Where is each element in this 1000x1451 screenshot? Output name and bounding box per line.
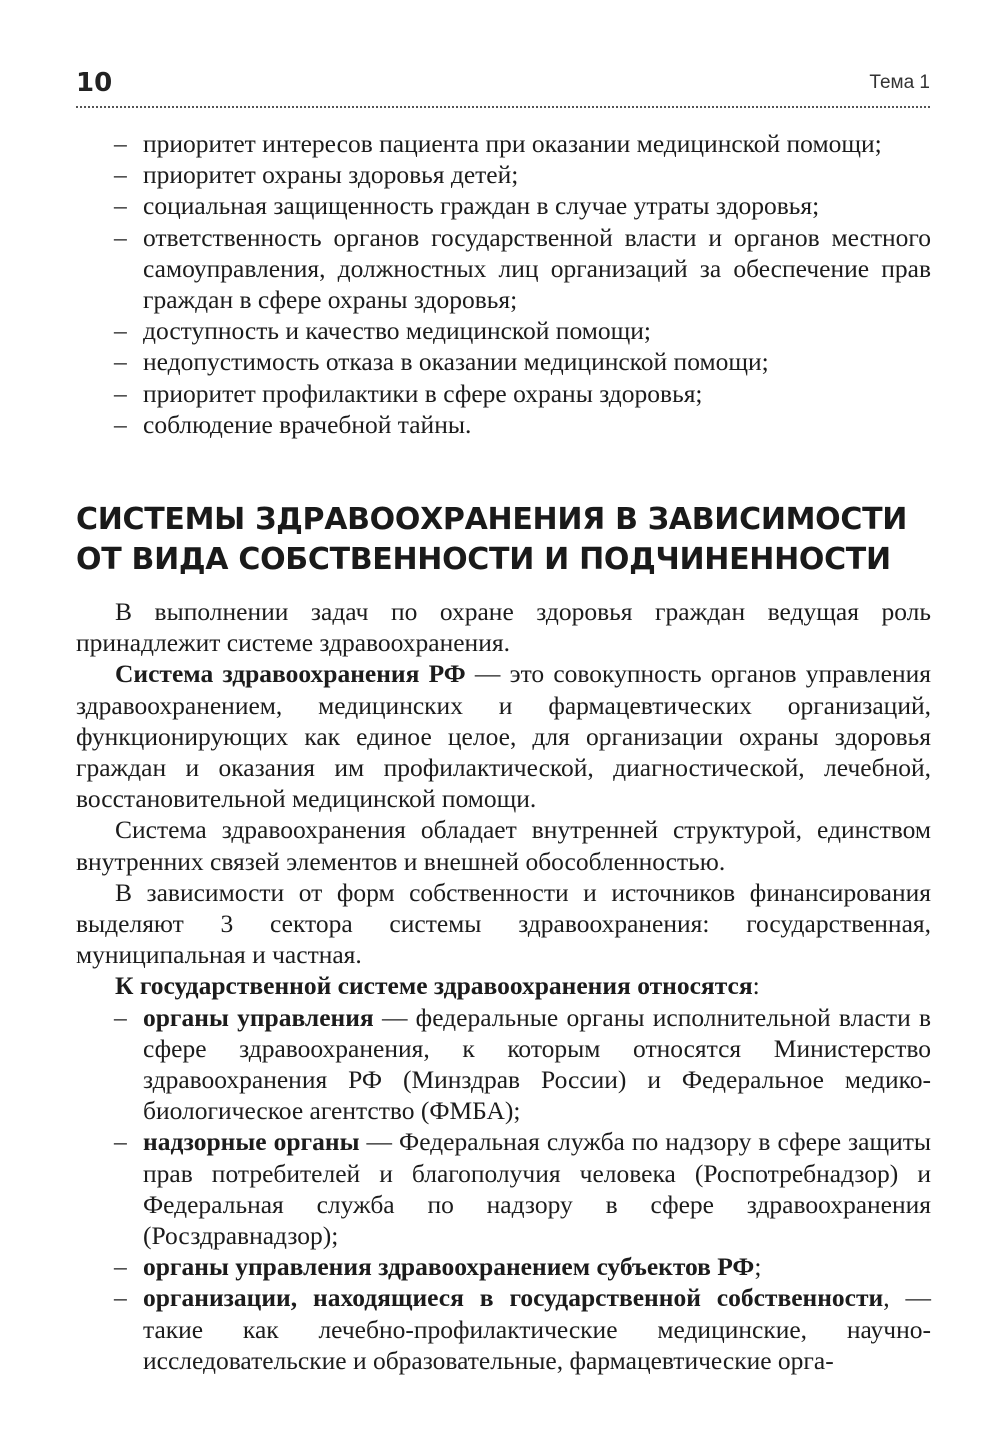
principles-list — [76, 128, 931, 440]
list-item: – соблюдение врачебной тайны. — [114, 409, 472, 439]
dash-bullet: – — [114, 409, 127, 439]
dash-bullet: – — [114, 129, 127, 158]
list-item: – доступность и качество медицинской помощи; — [114, 316, 651, 346]
paragraph: В зависимости от форм собственности и источников финансирования выделяют 3 сектора системы здравоохранения: государственная, муниципальная и частная. — [76, 877, 931, 970]
list-item: – организации, находящиеся в государственной собственности, — такие как лечебно-профилактические медицинские, научно-исследовательские и образовательные, фармацевтические орга- — [114, 1283, 931, 1375]
dash-bullet: – — [114, 1283, 127, 1313]
dash-bullet: – — [114, 316, 127, 346]
list-intro: К государственной системе здравоохранения относятся: — [115, 971, 760, 1001]
list-item: – недопустимость отказа в оказании медицинской помощи; — [114, 347, 769, 377]
section-body — [76, 596, 931, 1376]
paragraph: В выполнении задач по охране здоровья граждан ведущая роль принадлежит системе здравоохранения. — [76, 597, 931, 658]
paragraph: Система здравоохранения обладает внутренней структурой, единством внутренних связей элементов и внешней обособленностью. — [76, 815, 931, 876]
list-item: – приоритет охраны здоровья детей; — [114, 160, 519, 190]
list-item: – органы управления здравоохранением субъектов РФ; — [114, 1252, 762, 1282]
dash-bullet: – — [114, 191, 127, 221]
dash-bullet: – — [114, 222, 127, 252]
dash-bullet: – — [114, 1002, 127, 1032]
list-item: – приоритет интересов пациента при оказании медицинской помощи; — [114, 129, 882, 158]
dash-bullet: – — [114, 160, 127, 190]
page-number: 10 — [76, 68, 113, 98]
running-title: Тема 1 — [869, 72, 930, 93]
defined-term: Система здравоохранения РФ — [115, 659, 466, 689]
definition-paragraph: Система здравоохранения РФ — это совокупность органов управления здравоохранением, медицинских и фармацевтических организаций, функционирующих как единое целое, для организации охраны здоровья граждан и оказания им профилактической, диагностической, лечебной, восстановительной медицинской помощи. — [76, 659, 931, 814]
list-item: – надзорные органы — Федеральная служба по надзору в сфере защиты прав потребителей и благополучия человека (Роспотребнадзор) и Федеральная служба по надзору в сфере здравоохранения (Росздравнадзор); — [114, 1127, 931, 1251]
state-system-list — [76, 1002, 931, 1376]
dash-bullet: – — [114, 1252, 127, 1282]
list-item: – органы управления — федеральные органы исполнительной власти в сфере здравоохранения, к которым относятся Министерство здравоохранения РФ (Минздрав России) и Федеральное медико-биологическое агентство (ФМБА); — [114, 1002, 931, 1126]
dash-bullet: – — [114, 347, 127, 377]
list-item: – социальная защищенность граждан в случае утраты здоровья; — [114, 191, 820, 221]
dash-bullet: – — [114, 1127, 127, 1157]
page-header — [76, 66, 930, 108]
dash-bullet: – — [114, 378, 127, 408]
list-item: – ответственность органов государственной власти и органов местного самоуправления, должностных лиц организаций за обеспечение прав граждан в сфере охраны здоровья; — [114, 222, 931, 315]
section-heading: СИСТЕМЫ ЗДРАВООХРАНЕНИЯ В ЗАВИСИМОСТИ ОТ ВИДА СОБСТВЕННОСТИ И ПОДЧИНЕННОСТИ — [76, 502, 908, 577]
list-item: – приоритет профилактики в сфере охраны здоровья; — [114, 378, 703, 408]
